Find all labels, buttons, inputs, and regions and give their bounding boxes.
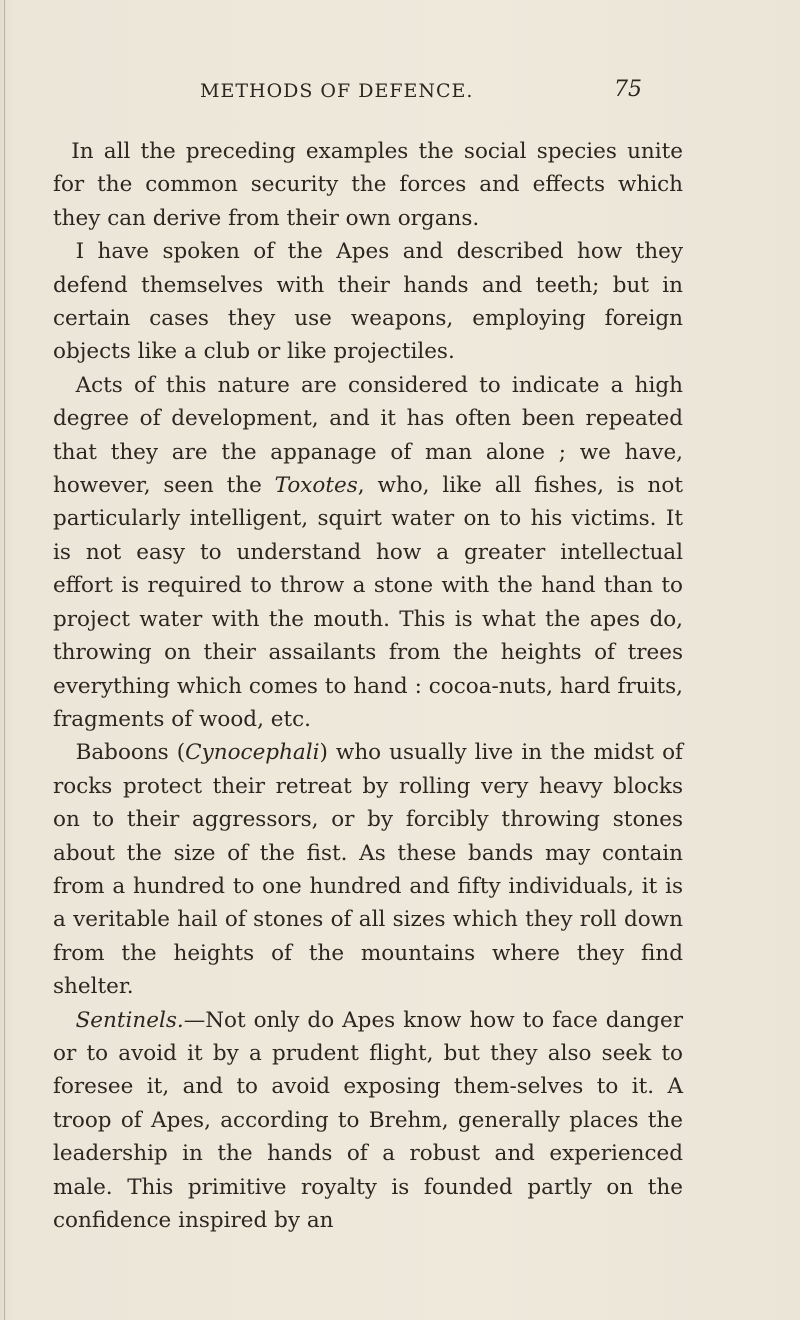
paragraph-3-text-after: , who, like all fishes, is not particularly intelligent, squirt water on to his victims. It is not easy to understand how a greater intellectual effort is required to throw a stone with the hand than to project water with the mouth. This is what the apes do, throwing on their assailants from the heights of trees everything which comes to hand : cocoa-nuts, hard fruits, fragments of wood, etc. (53, 473, 683, 732)
paragraph-5-italic-heading: Sentinels. (75, 1007, 184, 1033)
paragraph-1-text: In all the preceding examples the social species unite for the common security the forces and effects which they can derive from their own organs. (53, 139, 683, 231)
paragraph-1 (53, 135, 683, 235)
paragraph-5 (53, 1004, 683, 1238)
paragraph-4 (53, 736, 683, 1003)
paragraph-2-text: I have spoken of the Apes and described how they defend themselves with their hands and teeth; but in certain cases they use weapons, employing foreign objects like a club or like projectiles. (53, 239, 683, 365)
paragraph-3-italic-term: Toxotes (274, 473, 358, 499)
paragraph-4-text-after: ) who usually live in the midst of rocks protect their retreat by rolling very heavy blocks on to their aggressors, or by forcibly throwing stones about the size of the fist. As these bands may contain from a hundred to one hundred and fifty individuals, it is a veritable hail of stones of all sizes which they roll down from the heights of the mountains where they find shelter. (53, 740, 683, 1000)
paragraph-2 (53, 235, 683, 369)
paragraph-3 (53, 369, 683, 736)
paragraph-4-text-before: Baboons ( (75, 740, 186, 766)
paragraph-4-italic-term: Cynocephali (185, 740, 320, 766)
page-edge-line (4, 0, 5, 1320)
paragraph-5-text-after: —Not only do Apes know how to face danger or to avoid it by a prudent flight, but they also seek to foresee it, and to avoid exposing them-selves to it. A troop of Apes, according to Brehm, generally places the leadership in the hands of a robust and experienced male. This primitive royalty is founded partly on the confidence inspired by an (53, 1007, 683, 1233)
body-text (53, 135, 683, 1237)
page-number: 75 (614, 77, 642, 102)
running-header: METHODS OF DEFENCE. (200, 80, 474, 102)
paragraph-3-text-before: Acts of this nature are considered to indicate a high degree of development, and it has often been repeated that they are the appanage of man alone ; we have, however, seen the (53, 372, 683, 499)
